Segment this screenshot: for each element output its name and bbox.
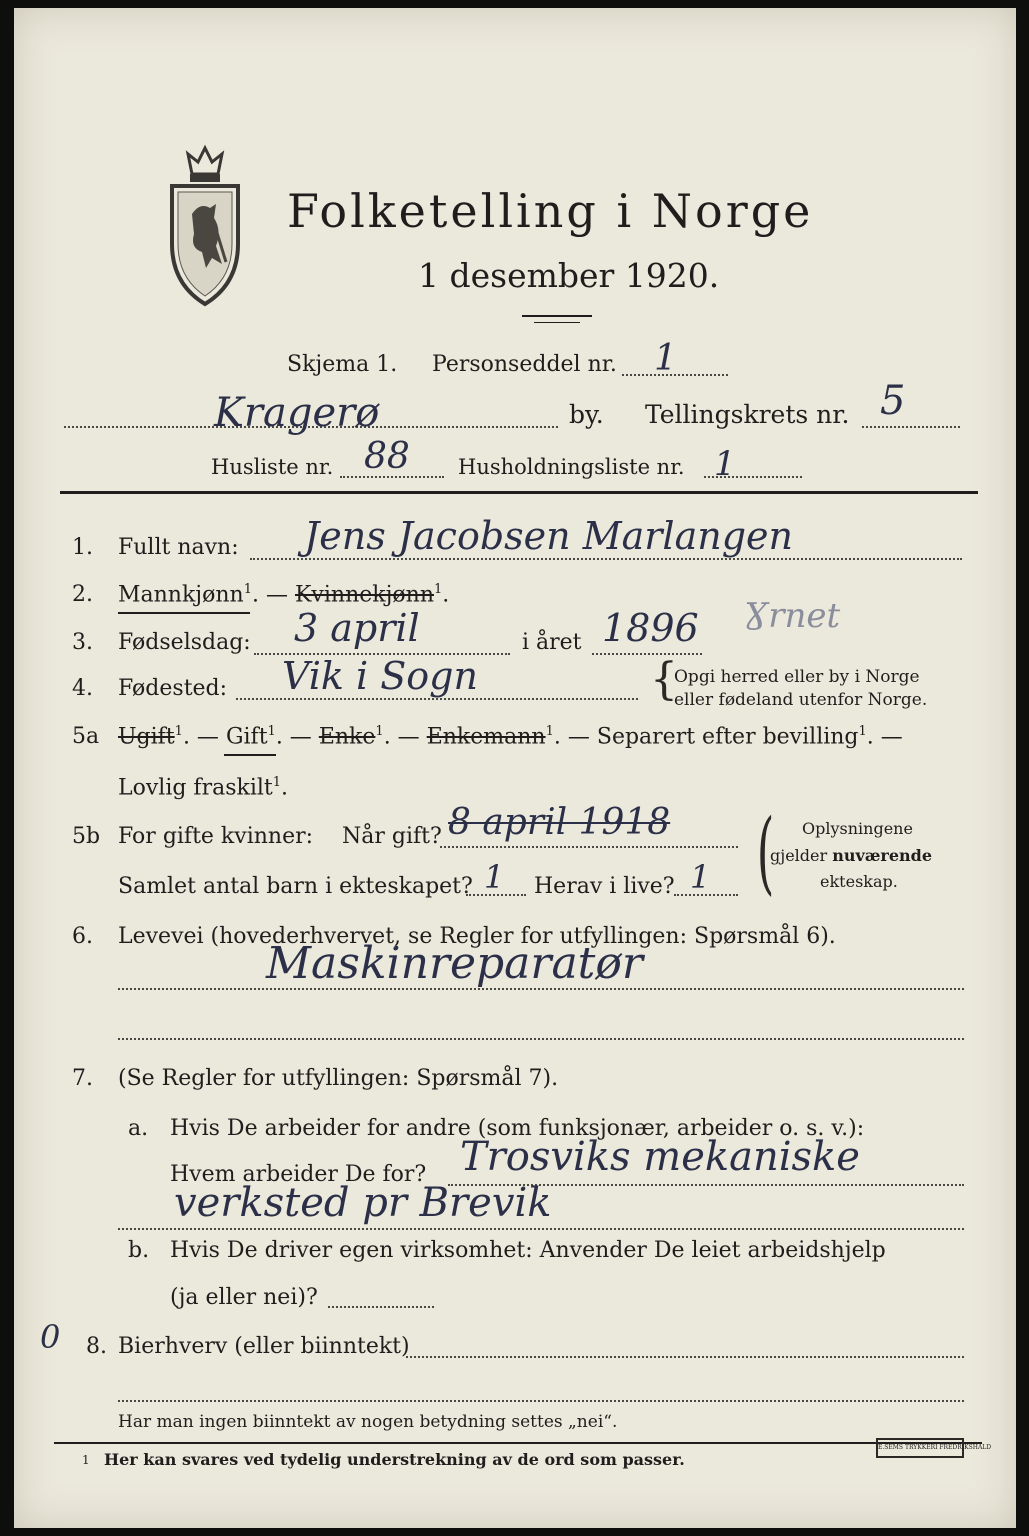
by-label: by. [569,400,604,429]
q5b-note-nuvaerende: nuværende [832,846,933,865]
footnote-ref: 1 [267,724,276,739]
q4-number: 4. [72,676,93,701]
end-mark: . [281,775,289,801]
q8-line1[interactable] [406,1356,964,1358]
q6-line2 [118,1038,964,1040]
separator: . — [252,582,288,608]
q7b-text: Hvis De driver egen virksomhet: Anvender De leiet arbeidshjelp [170,1238,886,1263]
full-name-field[interactable]: Jens Jacobsen Marlangen [304,514,793,558]
birthday-field[interactable]: 3 april [294,606,420,650]
separator: . — [182,724,219,750]
q8-margin-mark: 0 [40,1318,61,1356]
printer-stamp: E.SEMS TRYKKERI FREDRIKSHALD [876,1438,964,1458]
q5a-options-cont[interactable] [118,775,288,800]
children-alive-field[interactable]: 1 [690,858,711,896]
footnote-ref: 1 [545,724,554,739]
q4-note-line2: eller fødeland utenfor Norge. [674,690,928,710]
employer-field-line2[interactable]: verksted pr Brevik [174,1180,552,1226]
separator: . — [383,724,420,750]
q4-label: Fødested: [118,676,228,701]
separator: . — [275,724,312,750]
status-separert[interactable]: Separert efter bevilling [596,724,859,750]
footer-divider [54,1442,982,1444]
sex-option-male[interactable]: Mannkjønn [118,582,244,608]
husholdning-field[interactable]: 1 [714,444,736,484]
naar-gift-label: Når gift? [342,824,442,849]
male-underline [118,612,250,614]
title-divider-thin [534,322,580,323]
section-divider [60,491,978,494]
q6-number: 6. [72,924,93,949]
q7a-question: Hvem arbeider De for? [170,1162,427,1187]
q7a-letter: a. [128,1116,149,1141]
live-label: Herav i live? [534,874,675,899]
q8-line2[interactable] [118,1400,964,1402]
q6-label: Levevei (hovederhvervet, se Regler for utfyllingen: Spørsmål 6). [118,924,836,949]
birth-year-field[interactable]: 1896 [602,606,699,650]
personseddel-field[interactable]: 1 [654,338,677,379]
q8-label: Bierhverv (eller biinntekt) [118,1334,410,1359]
city-field[interactable]: Kragerø [214,390,380,436]
status-fraskilt[interactable]: Lovlig fraskilt [118,775,273,801]
q8-number: 8. [86,1334,107,1359]
separator: . — [866,724,903,750]
q2-number: 2. [72,582,93,607]
footnote-ref: 1 [272,775,282,790]
occupation-field[interactable]: Maskinreparatør [266,938,643,989]
husliste-field[interactable]: 88 [364,436,410,477]
title-divider [522,315,592,317]
year-label: i året [522,630,582,655]
status-enke[interactable]: Enke [318,724,376,750]
tellingskrets-line [862,426,960,428]
children-total-field[interactable]: 1 [484,858,505,896]
q4-note-line1: Opgi herred eller by i Norge [674,667,920,687]
footnote-ref: 1 [434,582,443,597]
biinntekt-note: Har man ingen biinntekt av nogen betydning settes „nei“. [118,1412,618,1432]
footnote-ref: 1 [243,582,252,597]
q1-line [250,558,962,560]
separator: . — [553,724,590,750]
naar-gift-line [440,846,738,848]
status-ugift[interactable]: Ugift [118,724,175,750]
q5b-note-line1: Oplysningene [802,819,913,838]
q7a-text: Hvis De arbeider for andre (som funksjonær, arbeider o. s. v.): [170,1116,865,1141]
margin-pencil-note: Ɣrnet [744,596,841,636]
census-date: 1 desember 1920. [418,256,720,295]
end-mark: . [442,582,450,608]
q1-number: 1. [72,535,93,560]
q1-label: Fullt navn: [118,535,239,560]
tellingskrets-label: Tellingskrets nr. [645,400,850,429]
q5b-note-line3: ekteskap. [820,872,898,891]
tellingskrets-field[interactable]: 5 [880,378,906,424]
birthplace-field[interactable]: Vik i Sogn [282,654,478,698]
q3-number: 3. [72,630,93,655]
brace: ( [756,800,775,905]
q3-label: Fødselsdag: [118,630,251,655]
q7b-question: (ja eller nei)? [170,1285,318,1310]
personseddel-label: Personseddel nr. [432,352,617,377]
q7-number: 7. [72,1066,93,1091]
q4-line [236,698,638,700]
q5a-number: 5a [72,724,100,749]
q5b-note-gjelder: gjelder [770,846,828,865]
footnote-ref: 1 [174,724,183,739]
census-form-page [14,8,1016,1528]
q5a-options[interactable] [118,724,903,749]
status-enkemann[interactable]: Enkemann [426,724,546,750]
employer-field-line1[interactable]: Trosviks mekaniske [460,1134,860,1180]
footnote-text: Her kan svares ved tydelig understrekning av de ord som passer. [104,1450,685,1469]
barn-label: Samlet antal barn i ekteskapet? [118,874,473,899]
q3-year-line [592,653,702,655]
footnote-ref: 1 [375,724,384,739]
status-gift[interactable]: Gift [225,724,268,750]
q5b-number: 5b [72,824,101,849]
q7a-line2 [118,1228,964,1230]
norwegian-coat-of-arms-icon [164,144,246,314]
marriage-date-field[interactable]: 8 april 1918 [448,802,671,843]
q7b-letter: b. [128,1238,150,1263]
form-title: Folketelling i Norge [287,184,814,238]
q5b-label: For gifte kvinner: [118,824,314,849]
footnote-ref: 1 [858,724,867,739]
skjema-label: Skjema 1. [287,352,398,377]
footnote-mark: 1 [82,1453,90,1467]
husholdning-label: Husholdningsliste nr. [458,455,685,479]
gift-underline [224,754,276,756]
brace: { [650,654,678,705]
husliste-label: Husliste nr. [211,455,334,479]
sex-option-female[interactable]: Kvinnekjønn [295,582,434,608]
q7b-line[interactable] [328,1306,434,1308]
q7-label: (Se Regler for utfyllingen: Spørsmål 7). [118,1066,559,1091]
q5b-note-line2 [770,846,932,865]
q2-options[interactable] [118,582,449,607]
